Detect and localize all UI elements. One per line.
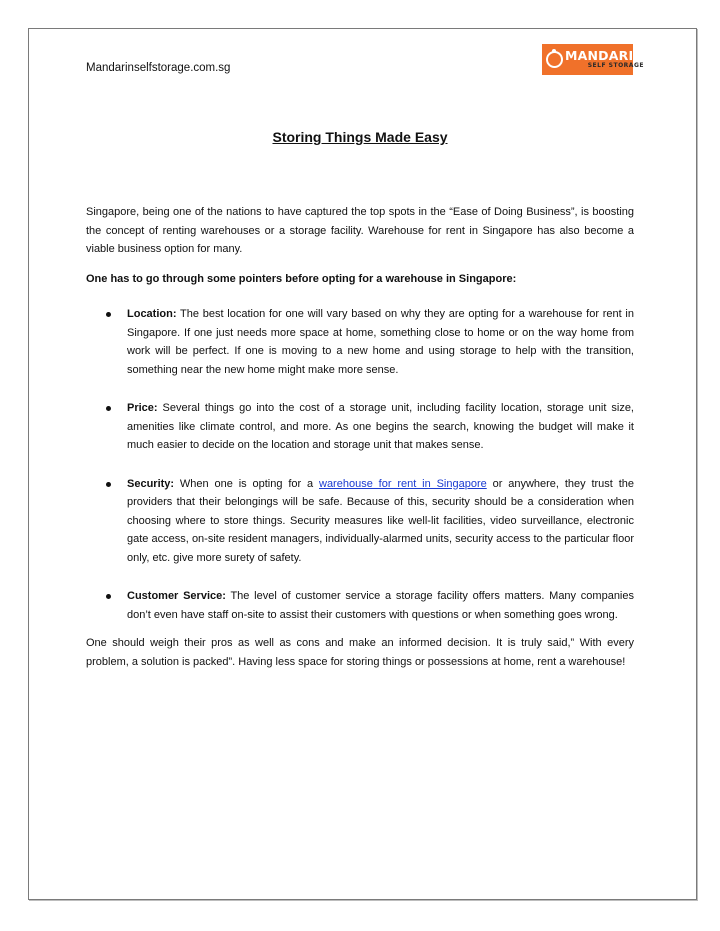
document-title: Storing Things Made Easy [272, 129, 448, 145]
mandarin-logo [542, 44, 644, 75]
logo-main-text: MANDARIN [565, 47, 644, 63]
document-body [86, 203, 634, 671]
intro-paragraph: Singapore, being one of the nations to have captured the top spots in the “Ease of Doing Business”, is boosting the concept of renting warehouses or a storage facility. Warehouse for rent in Singapore has also become a viable business option for many. [86, 206, 634, 255]
list-item-price [86, 399, 634, 455]
bullet-text: When one is opting for a [174, 477, 319, 490]
list-item-customer-service [86, 587, 634, 624]
bullet-label: Security: [127, 477, 175, 490]
list-item-security [86, 475, 634, 568]
bullet-text: The level of customer service a storage facility offers matters. Many companies don’t even have staff on-site to assist their customers with questions or when something goes wrong. [127, 590, 634, 621]
bullet-label: Price: [127, 402, 158, 414]
bullet-text: The best location for one will vary based on why they are opting for a warehouse for rent in Singapore. If one just needs more space at home, something close to home or on the way home from work will be perfect. If one is moving to a new home and using storage to help with the transition, something near the new home might make more sense. [127, 308, 634, 376]
mandarin-logo-icon [546, 51, 563, 68]
site-name: Mandarinselfstorage.com.sg [86, 62, 231, 74]
bullet-text: Several things go into the cost of a storage unit, including facility location, storage unit size, amenities like climate control, and more. As one begins the search, knowing the budget will make it much easier to decide on the location and storage unit that makes sense. [127, 402, 634, 451]
logo-text-group [565, 47, 644, 70]
logo-sub-text: SELF STORAGE [587, 62, 644, 70]
lead-paragraph: One has to go through some pointers before opting for a warehouse in Singapore: [86, 272, 517, 285]
bullet-label: Location: [127, 308, 177, 320]
bullet-text: or anywhere, they trust the providers that their belongings will be safe. Because of this, security should be a consideration when choosing where to store things. Security measures like well-lit facilities, video surveillance, electronic gate access, on-site resident managers, individually-alarmed units, security access to the particular floor only, etc. give more surety of safety. [127, 477, 634, 564]
list-item-location [86, 305, 634, 379]
conclusion-paragraph: One should weigh their pros as well as cons and make an informed decision. It is truly said,” With every problem, a solution is packed”. Having less space for storing things or possessions at home, rent a warehouse! [86, 637, 634, 668]
bullet-label: Customer Service: [127, 590, 226, 602]
warehouse-rent-link[interactable]: warehouse for rent in Singapore [319, 477, 487, 490]
pointer-list [86, 305, 634, 624]
